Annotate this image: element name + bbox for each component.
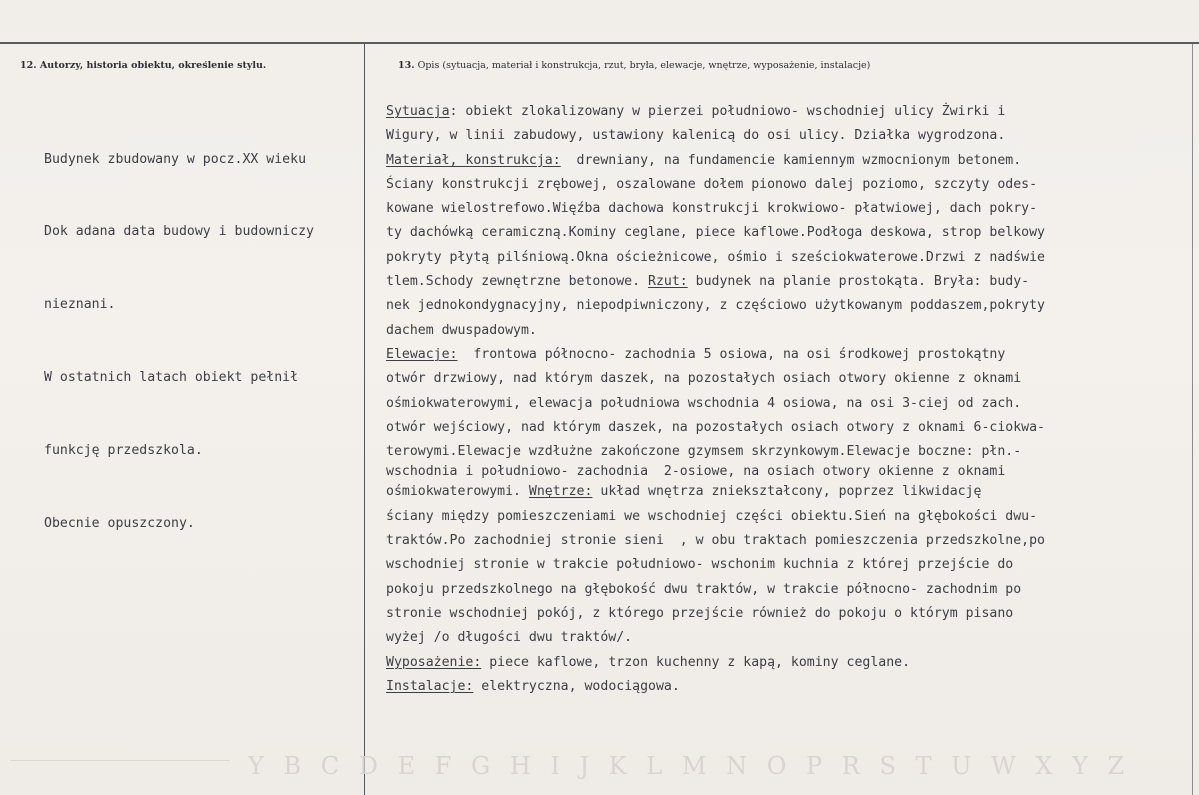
- right-border: [1192, 44, 1193, 795]
- description-line: dachem dwuspadowym.: [386, 322, 537, 338]
- header-number: 13.: [398, 60, 415, 71]
- description-line: tlem.Schody zewnętrzne betonowe. Rzut: budynek na planie prostokąta. Bryła: budy-: [386, 274, 1030, 290]
- description-line: wyżej /o długości dwu traktów/.: [386, 630, 633, 646]
- column-divider: [364, 44, 365, 795]
- label-rzut: Rzut:: [648, 274, 688, 290]
- header-description-text: Opis (sytuacja, materiał i konstrukcja, rzut, bryła, elewacje, wnętrze, wyposażenie, instalacje): [417, 60, 871, 71]
- description-line: Wyposażenie: piece kaflowe, trzon kuchenny z kapą, kominy ceglane.: [386, 654, 911, 670]
- description-line: traktów.Po zachodniej stronie sieni , w obu traktach pomieszczenia przedszkolne,po: [386, 533, 1045, 549]
- description-line: otwór wejściowy, nad którym daszek, na pozostałych osiach otwory z oknami 6-ciokwa-: [386, 419, 1045, 435]
- description-line: wschodnia i południowo- zachodnia 2-osiowe, na osiach otwory okienne z oknami: [386, 464, 1006, 480]
- description-line: Elewacje: frontowa północno- zachodnia 5 osiowa, na osi środkowej prostokątny: [386, 346, 1006, 362]
- label-elewacje: Elewacje:: [386, 346, 458, 362]
- description-line: Wigury, w linii zabudowy, ustawiony kalenicą do osi ulicy. Działka wygrodzona.: [386, 128, 1006, 144]
- description-line: pokryty płytą pilśniową.Okna ościeżnicowe, ośmio i sześciokwaterowe.Drzwi z nadświe: [386, 249, 1045, 265]
- description-line: stronie wschodniej pokój, z którego przejście również do pokoju o którym pisano: [386, 605, 1014, 621]
- label-instalacje: Instalacje:: [386, 678, 474, 694]
- history-text: [44, 99, 364, 585]
- history-line: funkcję przedszkola.: [44, 443, 203, 459]
- header-authors-history: 12. Autorzy, historia obiektu, określenie stylu.: [20, 60, 267, 71]
- description-line: Instalacje: elektryczna, wodociągowa.: [386, 678, 680, 694]
- description-line: ośmiokwaterowymi, elewacja południowa wschodnia 4 osiowa, na osi 3-ciej od zach.: [386, 395, 1022, 411]
- description-line: terowymi.Elewacje wzdłużne zakończone gzymsem skrzynkowym.Elewacje boczne: płn.-: [386, 444, 1022, 460]
- history-line: nieznani.: [44, 297, 116, 313]
- description-line: kowane wielostrefowo.Więźba dachowa konstrukcji krokwiowo- płatwiowej, dach pokry-: [386, 201, 1038, 217]
- description-line: ściany między pomieszczeniami we wschodniej części obiektu.Sień na głębokości dwu-: [386, 508, 1038, 524]
- history-line: W ostatnich latach obiekt pełnił: [44, 370, 299, 386]
- label-material: Materiał, konstrukcja:: [386, 152, 561, 168]
- description-line: pokoju przedszkolnego na głębokość dwu traktów, w trakcie północno- zachodnim po: [386, 581, 1022, 597]
- description-line: wschodniej stronie w trakcie południowo- wschonim kuchnia z której przejście do: [386, 557, 1014, 573]
- description-text: [386, 100, 1192, 699]
- faint-show-through: [10, 760, 230, 791]
- description-line: otwór drzwiowy, nad którym daszek, na pozostałych osiach otwory okienne z oknami: [386, 371, 1022, 387]
- top-rule: [0, 42, 1199, 44]
- header-description: [398, 60, 870, 71]
- label-wyposazenie: Wyposażenie:: [386, 654, 482, 670]
- label-sytuacja: Sytuacja: [386, 104, 450, 119]
- faint-alphabet-show-through: Y B C D E F G H I J K L M N O P R S T U W X Y Z: [248, 752, 1131, 780]
- description-line: Ściany konstrukcji zrębowej, oszalowane dołem pionowo dalej poziomo, szczyty odes-: [386, 176, 1038, 192]
- history-line: Budynek zbudowany w pocz.XX wieku: [44, 151, 307, 167]
- description-line: Materiał, konstrukcja: drewniany, na fundamencie kamiennym wzmocnionym betonem.: [386, 152, 1022, 168]
- description-line: ty dachówką ceramiczną.Kominy ceglane, piece kaflowe.Podłoga deskowa, strop belkowy: [386, 225, 1045, 241]
- description-line: ośmiokwaterowymi. Wnętrze: układ wnętrza zniekształcony, poprzez likwidację: [386, 484, 982, 500]
- description-line: Sytuacja: obiekt zlokalizowany w pierzei południowo- wschodniej ulicy Żwirki i: [386, 104, 1006, 119]
- label-wnetrze: Wnętrze:: [528, 484, 593, 500]
- history-line: Dok adana data budowy i budowniczy: [44, 224, 314, 240]
- description-line: nek jednokondygnacyjny, niepodpiwniczony, z częściowo użytkowanym poddaszem,pokryty: [386, 298, 1045, 314]
- history-line: Obecnie opuszczony.: [44, 516, 195, 532]
